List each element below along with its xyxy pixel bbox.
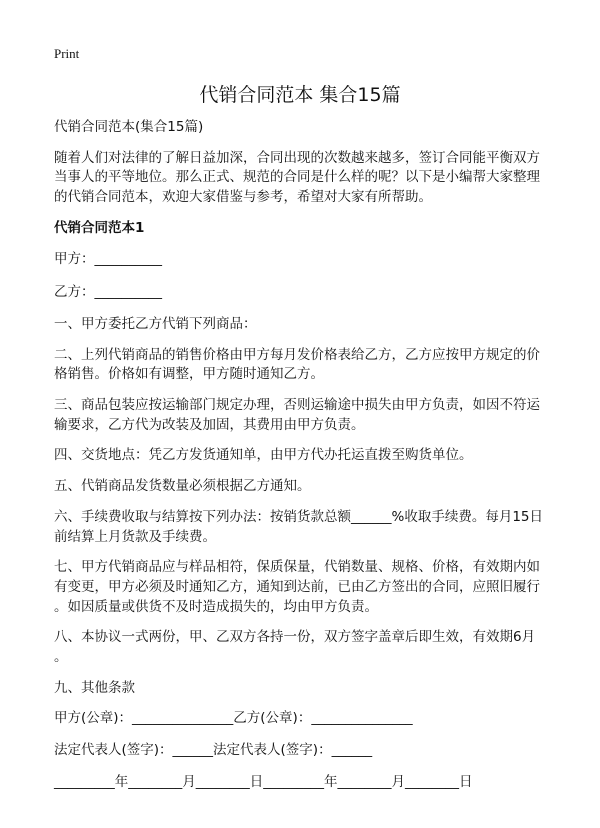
clause-7	[54, 558, 554, 617]
clause-line: 八、本协议一式两份，甲、乙双方各持一份，双方签字盖章后即生效，有效期6月	[54, 629, 536, 646]
clause-line: 。	[54, 649, 68, 666]
subtitle: 代销合同范本(集合15篇)	[54, 119, 204, 135]
clause-line: 。如因质量或供货不及时造成损失的，均由甲方负责。	[54, 598, 378, 615]
print-link[interactable]: Print	[54, 46, 80, 61]
page-title: 代销合同范本 集合15篇	[199, 84, 401, 106]
clause-line: 五、代销商品发货数量必须根据乙方通知。	[54, 478, 311, 495]
clause-line: 六、手续费收取与结算按下列办法：按销货款总额______%收取手续费。每月15日	[54, 508, 544, 525]
clause-3	[54, 396, 554, 435]
intro-line: 的代销合同范本，欢迎大家借鉴与参考，希望对大家有所帮助。	[54, 189, 432, 206]
clause-9	[54, 679, 554, 699]
representative-line: 法定代表人(签字)：______法定代表人(签字)：______	[54, 742, 373, 759]
clause-line: 四、交货地点：凭乙方发货通知单，由甲方代办托运直拨至购货单位。	[54, 447, 473, 464]
clause-6	[54, 508, 554, 547]
clause-line: 前结算上月货款及手续费。	[54, 528, 216, 545]
clause-4	[54, 446, 554, 466]
clause-5	[54, 477, 554, 497]
date-line: _________年________月________日_________年________月________日	[54, 773, 473, 790]
seal-line: 甲方(公章)：_______________乙方(公章)：_______________	[54, 710, 413, 727]
clause-2	[54, 346, 554, 385]
clause-line: 九、其他条款	[54, 679, 135, 696]
party-b-field: 乙方：__________	[54, 284, 162, 301]
party-a-field: 甲方：__________	[54, 250, 162, 267]
document-body	[54, 118, 554, 804]
intro-line: 随着人们对法律的了解日益加深，合同出现的次数越来越多，签订合同能平衡双方	[54, 149, 540, 166]
intro-paragraph	[54, 149, 554, 208]
clause-line: 一、甲方委托乙方代销下列商品：	[54, 315, 257, 332]
clause-line: 有变更，甲方必须及时通知乙方，通知到达前，已由乙方签出的合同，应照旧履行	[54, 578, 540, 595]
clause-line: 输要求，乙方代为改装及加固，其费用由甲方负责。	[54, 416, 365, 433]
clause-line: 二、上列代销商品的销售价格由甲方每月发价格表给乙方，乙方应按甲方规定的价	[54, 346, 540, 363]
clause-line: 格销售。价格如有调整，甲方随时通知乙方。	[54, 366, 324, 383]
clause-line: 七、甲方代销商品应与样品相符，保质保量，代销数量、规格、价格，有效期内如	[54, 559, 540, 576]
section-heading: 代销合同范本1	[54, 219, 145, 236]
clause-8	[54, 628, 554, 667]
clause-line: 三、商品包装应按运输部门规定办理，否则运输途中损失由甲方负责，如因不符运	[54, 397, 540, 414]
clause-1	[54, 315, 554, 335]
intro-line: 当事人的平等地位。那么正式、规范的合同是什么样的呢？以下是小编帮大家整理	[54, 169, 540, 186]
